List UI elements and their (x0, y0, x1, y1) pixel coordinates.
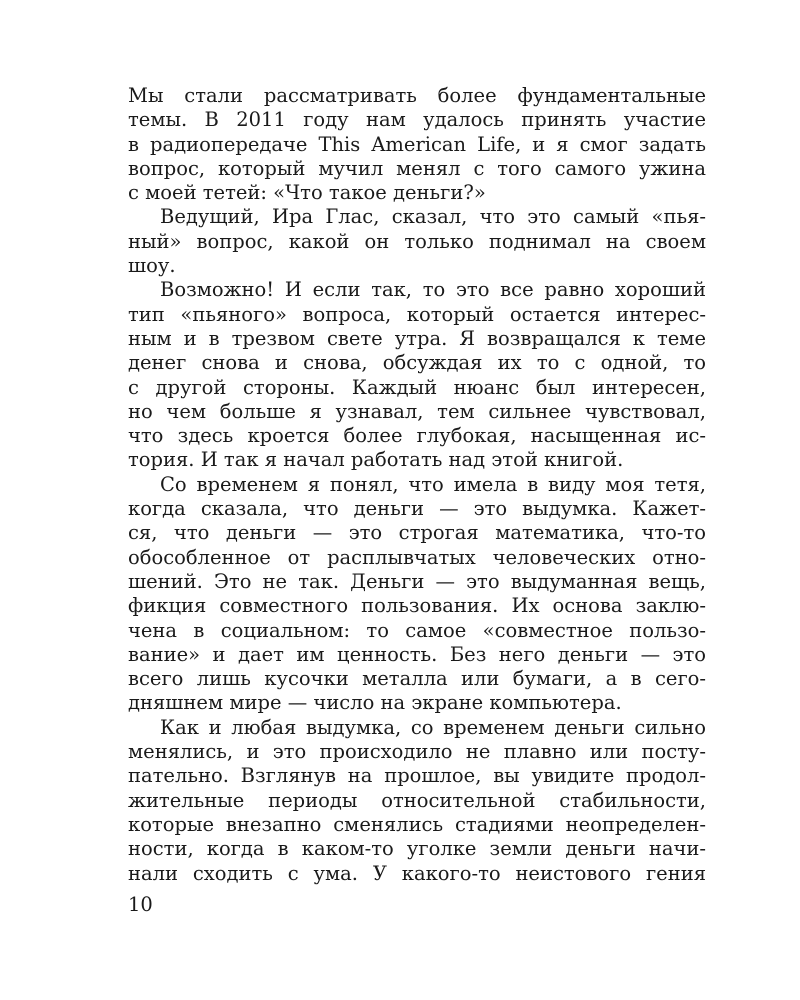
text-line: чена в социальном: то самое «совместное пользо- (128, 618, 706, 642)
text-line: Как и любая выдумка, со временем деньги сильно (160, 715, 706, 739)
text-line: которые внезапно сменялись стадиями неопределен- (128, 812, 706, 836)
text-line: Ведущий, Ира Глас, сказал, что это самый «пья- (160, 205, 706, 229)
paragraph-5 (128, 716, 706, 886)
text-line: пательно. Взглянув на прошлое, вы увидите продол- (128, 764, 706, 788)
text-line: денег снова и снова, обсуждая их то с одной, то (128, 351, 706, 375)
text-line: Со временем я понял, что имела в виду моя тетя, (160, 472, 706, 496)
page-number: 10 (128, 893, 153, 916)
text-line: тип «пьяного» вопроса, который остается интерес- (128, 302, 706, 326)
text-line: ности, когда в каком-то уголке земли деньги начи- (128, 837, 706, 861)
text-line: дняшнем мире — число на экране компьютера. (128, 691, 622, 715)
text-line: менялись, и это происходило не плавно или посту- (128, 740, 706, 764)
paragraph-1 (128, 84, 706, 205)
text-line: вание» и дает им ценность. Без него деньги — это (128, 642, 706, 666)
text-line: Возможно! И если так, то это все равно хороший (160, 278, 706, 302)
paragraph-4 (128, 473, 706, 716)
text-line: в радиопередаче This American Life, и я смог задать (128, 132, 706, 156)
text-line: Мы стали рассматривать более фундаментальные (128, 84, 706, 107)
text-line: нали сходить с ума. У какого-то неистового гения (128, 861, 706, 885)
text-line: шоу. (128, 254, 176, 278)
text-line: фикция совместного пользования. Их основа заклю- (128, 594, 706, 618)
text-line: вопрос, который мучил менял с того самого ужина (128, 156, 706, 180)
paragraph-3 (128, 278, 706, 472)
text-line: обособленное от расплывчатых человеческих отно- (128, 545, 706, 569)
text-line: шений. Это не так. Деньги — это выдуманная вещь, (128, 569, 706, 593)
text-line: когда сказала, что деньги — это выдумка. Кажет- (128, 497, 706, 521)
text-line: ный» вопрос, какой он только поднимал на своем (128, 229, 706, 253)
paragraph-2 (128, 205, 706, 278)
text-line: ным и в трезвом свете утра. Я возвращался к теме (128, 326, 706, 350)
text-line: жительные периоды относительной стабильности, (128, 788, 706, 812)
text-line: ся, что деньги — это строгая математика, что-то (128, 521, 706, 545)
text-line: темы. В 2011 году нам удалось принять участие (128, 108, 706, 132)
text-line: всего лишь кусочки металла или бумаги, а в сего- (128, 667, 706, 691)
text-line: с моей тетей: «Что такое деньги?» (128, 181, 486, 205)
body-text (128, 84, 706, 886)
text-line: тория. И так я начал работать над этой книгой. (128, 448, 624, 472)
text-line: но чем больше я узнавал, тем сильнее чувствовал, (128, 399, 706, 423)
text-line: с другой стороны. Каждый нюанс был интересен, (128, 375, 706, 399)
text-line: что здесь кроется более глубокая, насыщенная ис- (128, 424, 706, 448)
